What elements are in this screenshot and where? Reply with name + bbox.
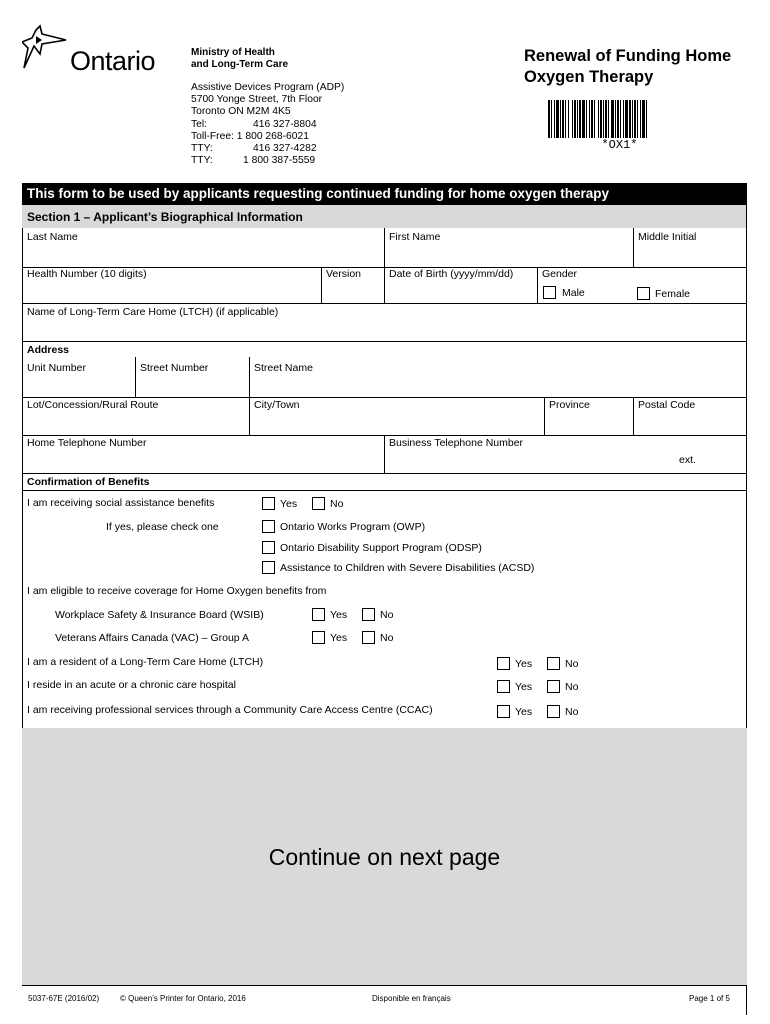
hospital-yes-checkbox[interactable]: [497, 680, 510, 693]
ontario-logo: [22, 24, 172, 80]
city-field[interactable]: City/Town: [254, 399, 300, 411]
social-assistance-no-checkbox[interactable]: [312, 497, 325, 510]
extension-label: ext.: [679, 454, 696, 466]
first-name-field[interactable]: First Name: [389, 231, 441, 243]
last-name-field[interactable]: Last Name: [27, 231, 78, 243]
ccac-label: I am receiving professional services through a Community Care Access Centre (CCAC): [27, 704, 433, 716]
wsib-label: Workplace Safety & Insurance Board (WSIB): [55, 609, 264, 621]
yes-label: Yes: [515, 681, 533, 693]
ltch-yes-checkbox[interactable]: [497, 657, 510, 670]
vac-yes-checkbox[interactable]: [312, 631, 325, 644]
no-label: No: [565, 658, 579, 670]
section1-heading: Section 1 – Applicant’s Biographical Information: [22, 205, 747, 228]
lot-concession-field[interactable]: Lot/Concession/Rural Route: [27, 399, 159, 411]
ltch-no-checkbox[interactable]: [547, 657, 560, 670]
continue-text: Continue on next page: [268, 844, 501, 870]
postal-code-field[interactable]: Postal Code: [638, 399, 696, 411]
ccac-yes-checkbox[interactable]: [497, 705, 510, 718]
page-number: Page 1 of 5: [689, 994, 730, 1003]
street-name-field[interactable]: Street Name: [254, 362, 313, 374]
address-heading: Address: [27, 344, 70, 356]
social-assistance-label: I am receiving social assistance benefits: [27, 497, 215, 509]
wsib-yes-checkbox[interactable]: [312, 608, 325, 621]
province-field[interactable]: Province: [549, 399, 590, 411]
social-assistance-yes-checkbox[interactable]: [262, 497, 275, 510]
male-label: Male: [562, 287, 585, 299]
home-phone-field[interactable]: Home Telephone Number: [27, 437, 147, 449]
owp-checkbox[interactable]: [262, 520, 275, 533]
benefits-heading: Confirmation of Benefits: [27, 476, 150, 488]
no-label: No: [330, 498, 344, 510]
yes-label: Yes: [515, 706, 533, 718]
ministry-name: Ministry of Health and Long-Term Care: [191, 47, 289, 70]
french-available: Disponible en français: [372, 994, 451, 1003]
logo-text: Ontario: [70, 46, 156, 76]
female-label: Female: [655, 288, 691, 300]
barcode-text: *OX1*: [601, 138, 638, 152]
ltch-resident-label: I am a resident of a Long-Term Care Home (LTCH): [27, 656, 264, 668]
odsp-label: Ontario Disability Support Program (ODSP): [280, 542, 482, 554]
hospital-no-checkbox[interactable]: [547, 680, 560, 693]
barcode: [548, 100, 691, 138]
hospital-label: I reside in an acute or a chronic care hospital: [27, 679, 236, 691]
no-label: No: [565, 681, 579, 693]
form-number: 5037-67E (2016/02): [28, 994, 100, 1003]
yes-label: Yes: [330, 632, 348, 644]
ccac-no-checkbox[interactable]: [547, 705, 560, 718]
acsd-checkbox[interactable]: [262, 561, 275, 574]
acsd-label: Assistance to Children with Severe Disabilities (ACSD): [280, 562, 535, 574]
no-label: No: [380, 609, 394, 621]
owp-label: Ontario Works Program (OWP): [280, 521, 426, 533]
date-of-birth-field[interactable]: Date of Birth (yyyy/mm/dd): [389, 268, 514, 280]
unit-number-field[interactable]: Unit Number: [27, 362, 86, 374]
version-field[interactable]: Version: [326, 268, 362, 280]
yes-label: Yes: [515, 658, 533, 670]
no-label: No: [565, 706, 579, 718]
form-title: Renewal of Funding Home Oxygen Therapy: [524, 47, 732, 86]
trillium-icon: [22, 24, 68, 76]
middle-initial-field[interactable]: Middle Initial: [638, 231, 697, 243]
health-number-field[interactable]: Health Number (10 digits): [27, 268, 147, 280]
wsib-no-checkbox[interactable]: [362, 608, 375, 621]
vac-no-checkbox[interactable]: [362, 631, 375, 644]
form-banner: This form to be used by applicants requesting continued funding for home oxygen therapy: [22, 183, 747, 205]
business-phone-field[interactable]: Business Telephone Number: [389, 437, 524, 449]
yes-label: Yes: [280, 498, 298, 510]
copyright: © Queen’s Printer for Ontario, 2016: [120, 994, 246, 1003]
odsp-checkbox[interactable]: [262, 541, 275, 554]
yes-label: Yes: [330, 609, 348, 621]
street-number-field[interactable]: Street Number: [140, 362, 209, 374]
gender-label: Gender: [542, 268, 578, 280]
eligible-label: I am eligible to receive coverage for Home Oxygen benefits from: [27, 585, 327, 597]
female-checkbox[interactable]: [637, 287, 650, 300]
program-address: Assistive Devices Program (ADP) 5700 Yonge Street, 7th Floor Toronto ON M2M 4K5 Tel: 416 327-8804 Toll-Free: 1 800 268-6021 TTY: 416 327-4282 TTY: 1 800 387-5559: [191, 82, 345, 167]
vac-label: Veterans Affairs Canada (VAC) – Group A: [55, 632, 249, 644]
if-yes-label: If yes, please check one: [106, 521, 219, 533]
male-checkbox[interactable]: [543, 286, 556, 299]
no-label: No: [380, 632, 394, 644]
ltch-name-field[interactable]: Name of Long-Term Care Home (LTCH) (if applicable): [27, 306, 279, 318]
